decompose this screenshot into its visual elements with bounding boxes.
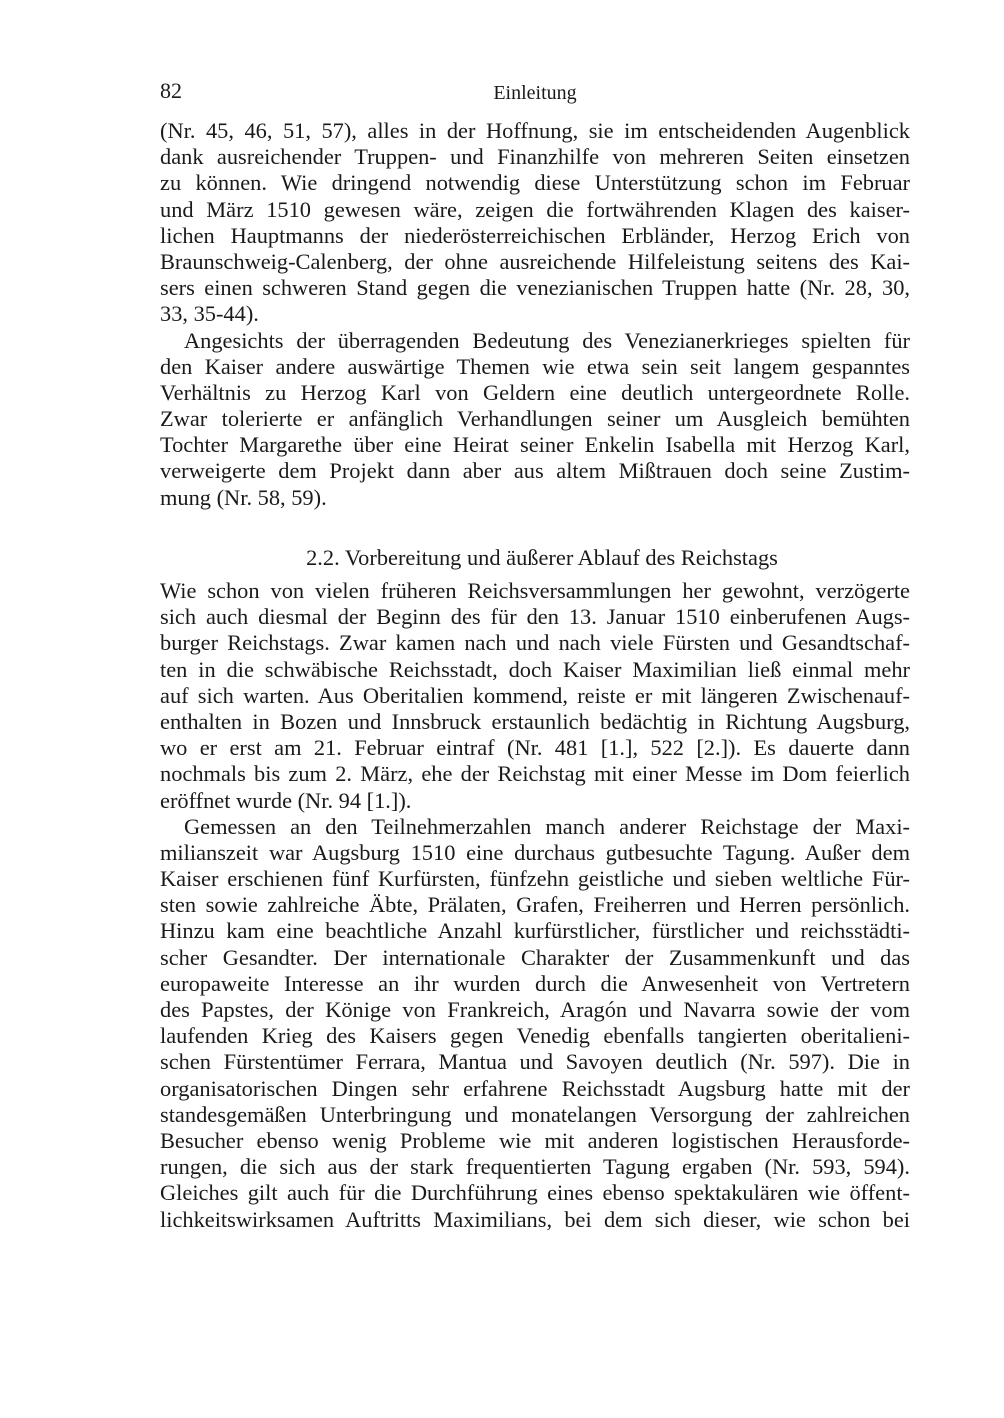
text-line: Hinzu kam eine beachtliche Anzahl kurfürstlicher, fürstlicher und reichsstädti- [160,918,910,944]
text-line: Kaiser erschienen fünf Kurfürsten, fünfzehn geistliche und sieben weltliche Für- [160,866,910,892]
text-line: europaweite Interesse an ihr wurden durch die Anwesenheit von Vertretern [160,970,910,996]
text-line: Angesichts der überragenden Bedeutung des Venezianerkrieges spielten für [184,327,910,353]
text-line: Gemessen an den Teilnehmerzahlen manch anderer Reichstage der Maxi- [184,813,910,839]
body-text [160,118,910,1233]
text-line: Besucher ebenso wenig Probleme wie mit anderen logistischen Herausforde- [160,1127,910,1153]
section-heading: 2.2. Vorbereitung und äußerer Ablauf des Reichstags [306,544,778,570]
text-line: und März 1510 gewesen wäre, zeigen die fortwährenden Klagen des kaiser- [160,196,910,222]
paragraph [160,118,910,328]
text-line: standesgemäßen Unterbringung und monatelangen Versorgung der zahlreichen [160,1101,910,1127]
text-line: verweigerte dem Projekt dann aber aus altem Mißtrauen doch seine Zustim- [160,458,910,484]
text-line: lichkeitswirksamen Auftritts Maximilians, bei dem sich dieser, wie schon bei [160,1206,910,1232]
text-line: den Kaiser andere auswärtige Themen wie etwa sein seit langem gespanntes [160,353,910,379]
text-line: Verhältnis zu Herzog Karl von Geldern eine deutlich untergeordnete Rolle. [160,379,910,405]
text-line: Tochter Margarethe über eine Heirat seiner Enkelin Isabella mit Herzog Karl, [160,432,910,458]
text-line: sten sowie zahlreiche Äbte, Prälaten, Grafen, Freiherren und Herren persönlich. [160,892,910,918]
text-line: mung (Nr. 58, 59). [160,484,327,510]
text-line: enthalten in Bozen und Innsbruck erstaunlich bedächtig in Richtung Augsburg, [160,708,910,734]
text-line: sers einen schweren Stand gegen die venezianischen Truppen hatte (Nr. 28, 30, [160,275,910,301]
text-line: Gleiches gilt auch für die Durchführung eines ebenso spektakulären wie öffent- [160,1180,910,1206]
text-line: milianszeit war Augsburg 1510 eine durchaus gutbesuchte Tagung. Außer dem [160,839,910,865]
text-line: zu können. Wie dringend notwendig diese Unterstützung schon im Februar [160,170,910,196]
text-line: 33, 35-44). [160,301,259,327]
text-line: laufenden Krieg des Kaisers gegen Venedig ebenfalls tangierten oberitalieni- [160,1023,910,1049]
text-line: ten in die schwäbische Reichsstadt, doch Kaiser Maximilian ließ einmal mehr [160,656,910,682]
text-line: scher Gesandter. Der internationale Charakter der Zusammenkunft und das [160,944,910,970]
text-line: wo er erst am 21. Februar eintraf (Nr. 481 [1.], 522 [2.]). Es dauerte dann [160,735,910,761]
running-head: Einleitung [493,82,577,104]
text-line: Braunschweig-Calenberg, der ohne ausreichende Hilfeleistung seitens des Kai- [160,248,910,274]
paragraph [160,328,910,511]
text-line: burger Reichstags. Zwar kamen nach und nach viele Fürsten und Gesandtschaf- [160,630,910,656]
text-line: sich auch diesmal der Beginn des für den 13. Januar 1510 einberufenen Augs- [160,604,910,630]
paragraph [160,814,910,1233]
text-line: rungen, die sich aus der stark frequentierten Tagung ergaben (Nr. 593, 594). [160,1154,910,1180]
text-line: Wie schon von vielen früheren Reichsversammlungen her gewohnt, verzögerte [160,578,910,603]
text-line: nochmals bis zum 2. März, ehe der Reichstag mit einer Messe im Dom feierlich [160,761,910,787]
text-line: lichen Hauptmanns der niederösterreichischen Erbländer, Herzog Erich von [160,222,910,248]
text-line: eröffnet wurde (Nr. 94 [1.]). [160,787,412,813]
text-line: schen Fürstentümer Ferrara, Mantua und Savoyen deutlich (Nr. 597). Die in [160,1049,910,1075]
paragraph [160,578,910,814]
text-line: auf sich warten. Aus Oberitalien kommend, reiste er mit längeren Zwischenauf- [160,682,910,708]
text-line: organisatorischen Dingen sehr erfahrene Reichsstadt Augsburg hatte mit der [160,1075,910,1101]
page-number: 82 [160,78,182,103]
text-line: dank ausreichender Truppen- und Finanzhilfe von mehreren Seiten einsetzen [160,144,910,170]
text-line: des Papstes, der Könige von Frankreich, Aragón und Navarra sowie der vom [160,997,910,1022]
text-line: (Nr. 45, 46, 51, 57), alles in der Hoffnung, sie im entscheidenden Augenblick [160,118,910,143]
text-line: Zwar tolerierte er anfänglich Verhandlungen seiner um Ausgleich bemühten [160,406,910,432]
